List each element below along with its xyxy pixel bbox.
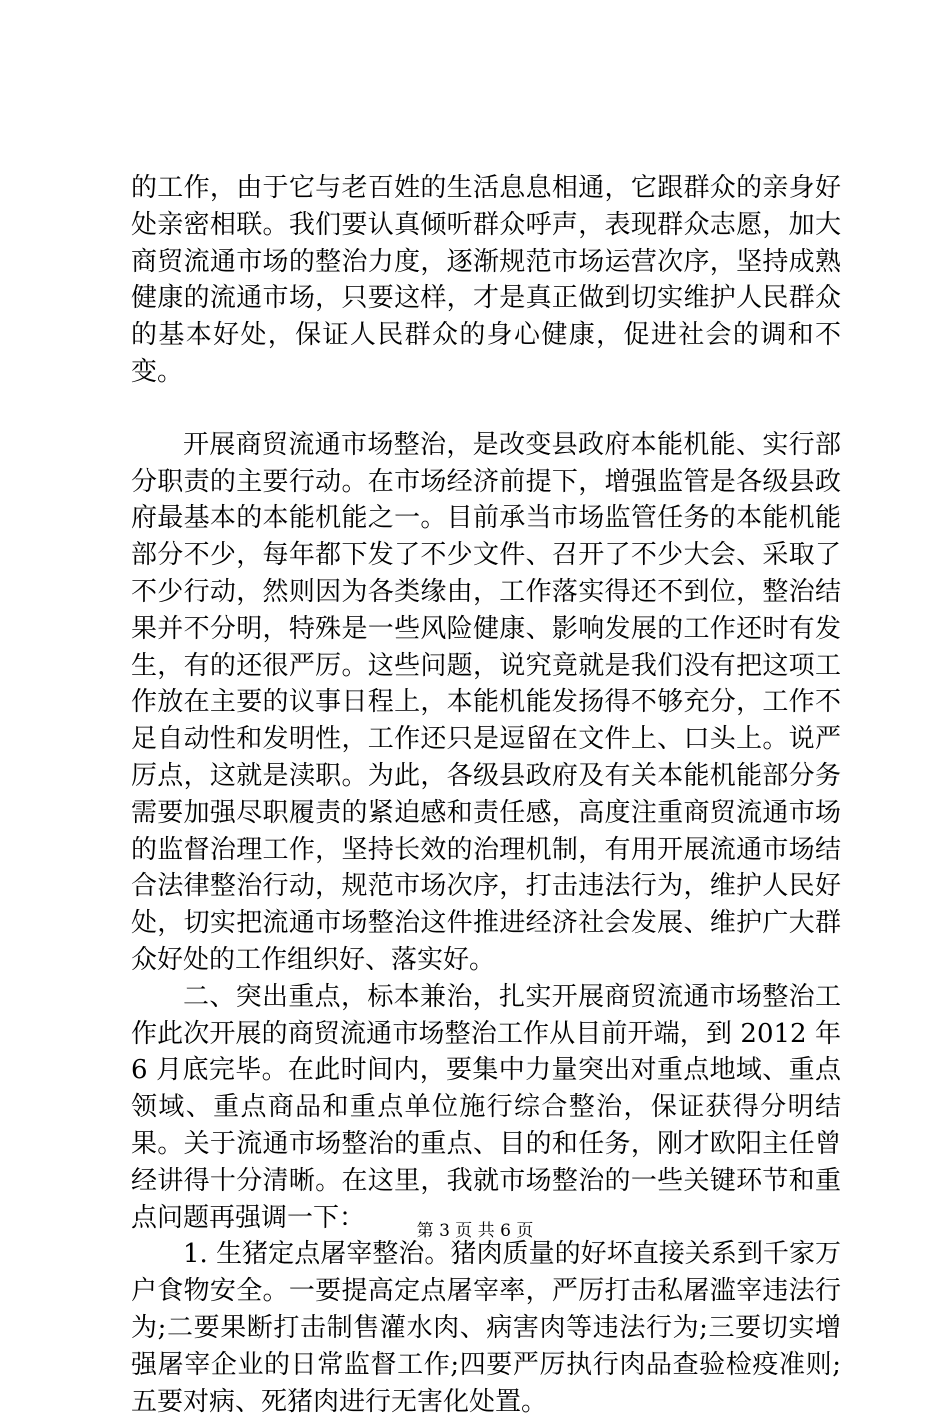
paragraph-continuation: 的工作，由于它与老百姓的生活息息相通，它跟群众的亲身好处亲密相联。我们要认真倾听群众呼声，表现群众志愿，加大商贸流通市场的整治力度，逐渐规范市场运营次序，坚持成熟健康的流通市场，只要这样，才是真正做到切实维护人民群众的基本好处，保证人民群众的身心健康，促进社会的调和不变。 bbox=[131, 173, 841, 387]
paragraph-market-rectification: 开展商贸流通市场整治，是改变县政府本能机能、实行部分职责的主要行动。在市场经济前提下，增强监管是各级县政府最基本的本能机能之一。目前承当市场监管任务的本能机能部分不少，每年都下发了不少文件、召开了不少大会、采取了不少行动，然则因为各类缘由，工作落实得还不到位，整治结果并不分明，特殊是一些风险健康、影响发展的工作还时有发生，有的还很严厉。这些问题，说究竟就是我们没有把这项工作放在主要的议事日程上，本能机能发扬得不够充分，工作不足自动性和发明性，工作还只是逗留在文件上、口头上。说严厉点，这就是渎职。为此，各级县政府及有关本能机能部分务需要加强尽职履责的紧迫感和责任感，高度注重商贸流通市场的监督治理工作，坚持长效的治理机制，有用开展流通市场结合法律整治行动，规范市场次序，打击违法行为，维护人民好处，切实把流通市场整治这件推进经济社会发展、维护广大群众好处的工作组织好、落实好。 bbox=[131, 429, 841, 975]
paragraph-item-one: 1. 生猪定点屠宰整治。猪肉质量的好坏直接关系到千家万户食物安全。一要提高定点屠宰率，严厉打击私屠滥宰违法行为;二要果断打击制售灌水肉、病害肉等违法行为;三要切实增强屠宰企业的日常监督工作;四要严厉执行肉品查验检疫准则;五要对病、死猪肉进行无害化处置。 bbox=[131, 1239, 841, 1417]
page-number-footer: 第 3 页 共 6 页 bbox=[416, 1221, 534, 1241]
paragraph-gap bbox=[131, 391, 841, 427]
paragraph-section-two: 二、突出重点，标本兼治，扎实开展商贸流通市场整治工作此次开展的商贸流通市场整治工作从目前开端，到 2012 年 6 月底完毕。在此时间内，要集中力量突出对重点地域、重点领域、重点商品和重点单位施行综合整治，保证获得分明结果。关于流通市场整治的重点、目的和任务，刚才欧阳主任曾经讲得十分清晰。在这里，我就市场整治的一些关键环节和重点问题再强调一下： bbox=[131, 981, 841, 1233]
